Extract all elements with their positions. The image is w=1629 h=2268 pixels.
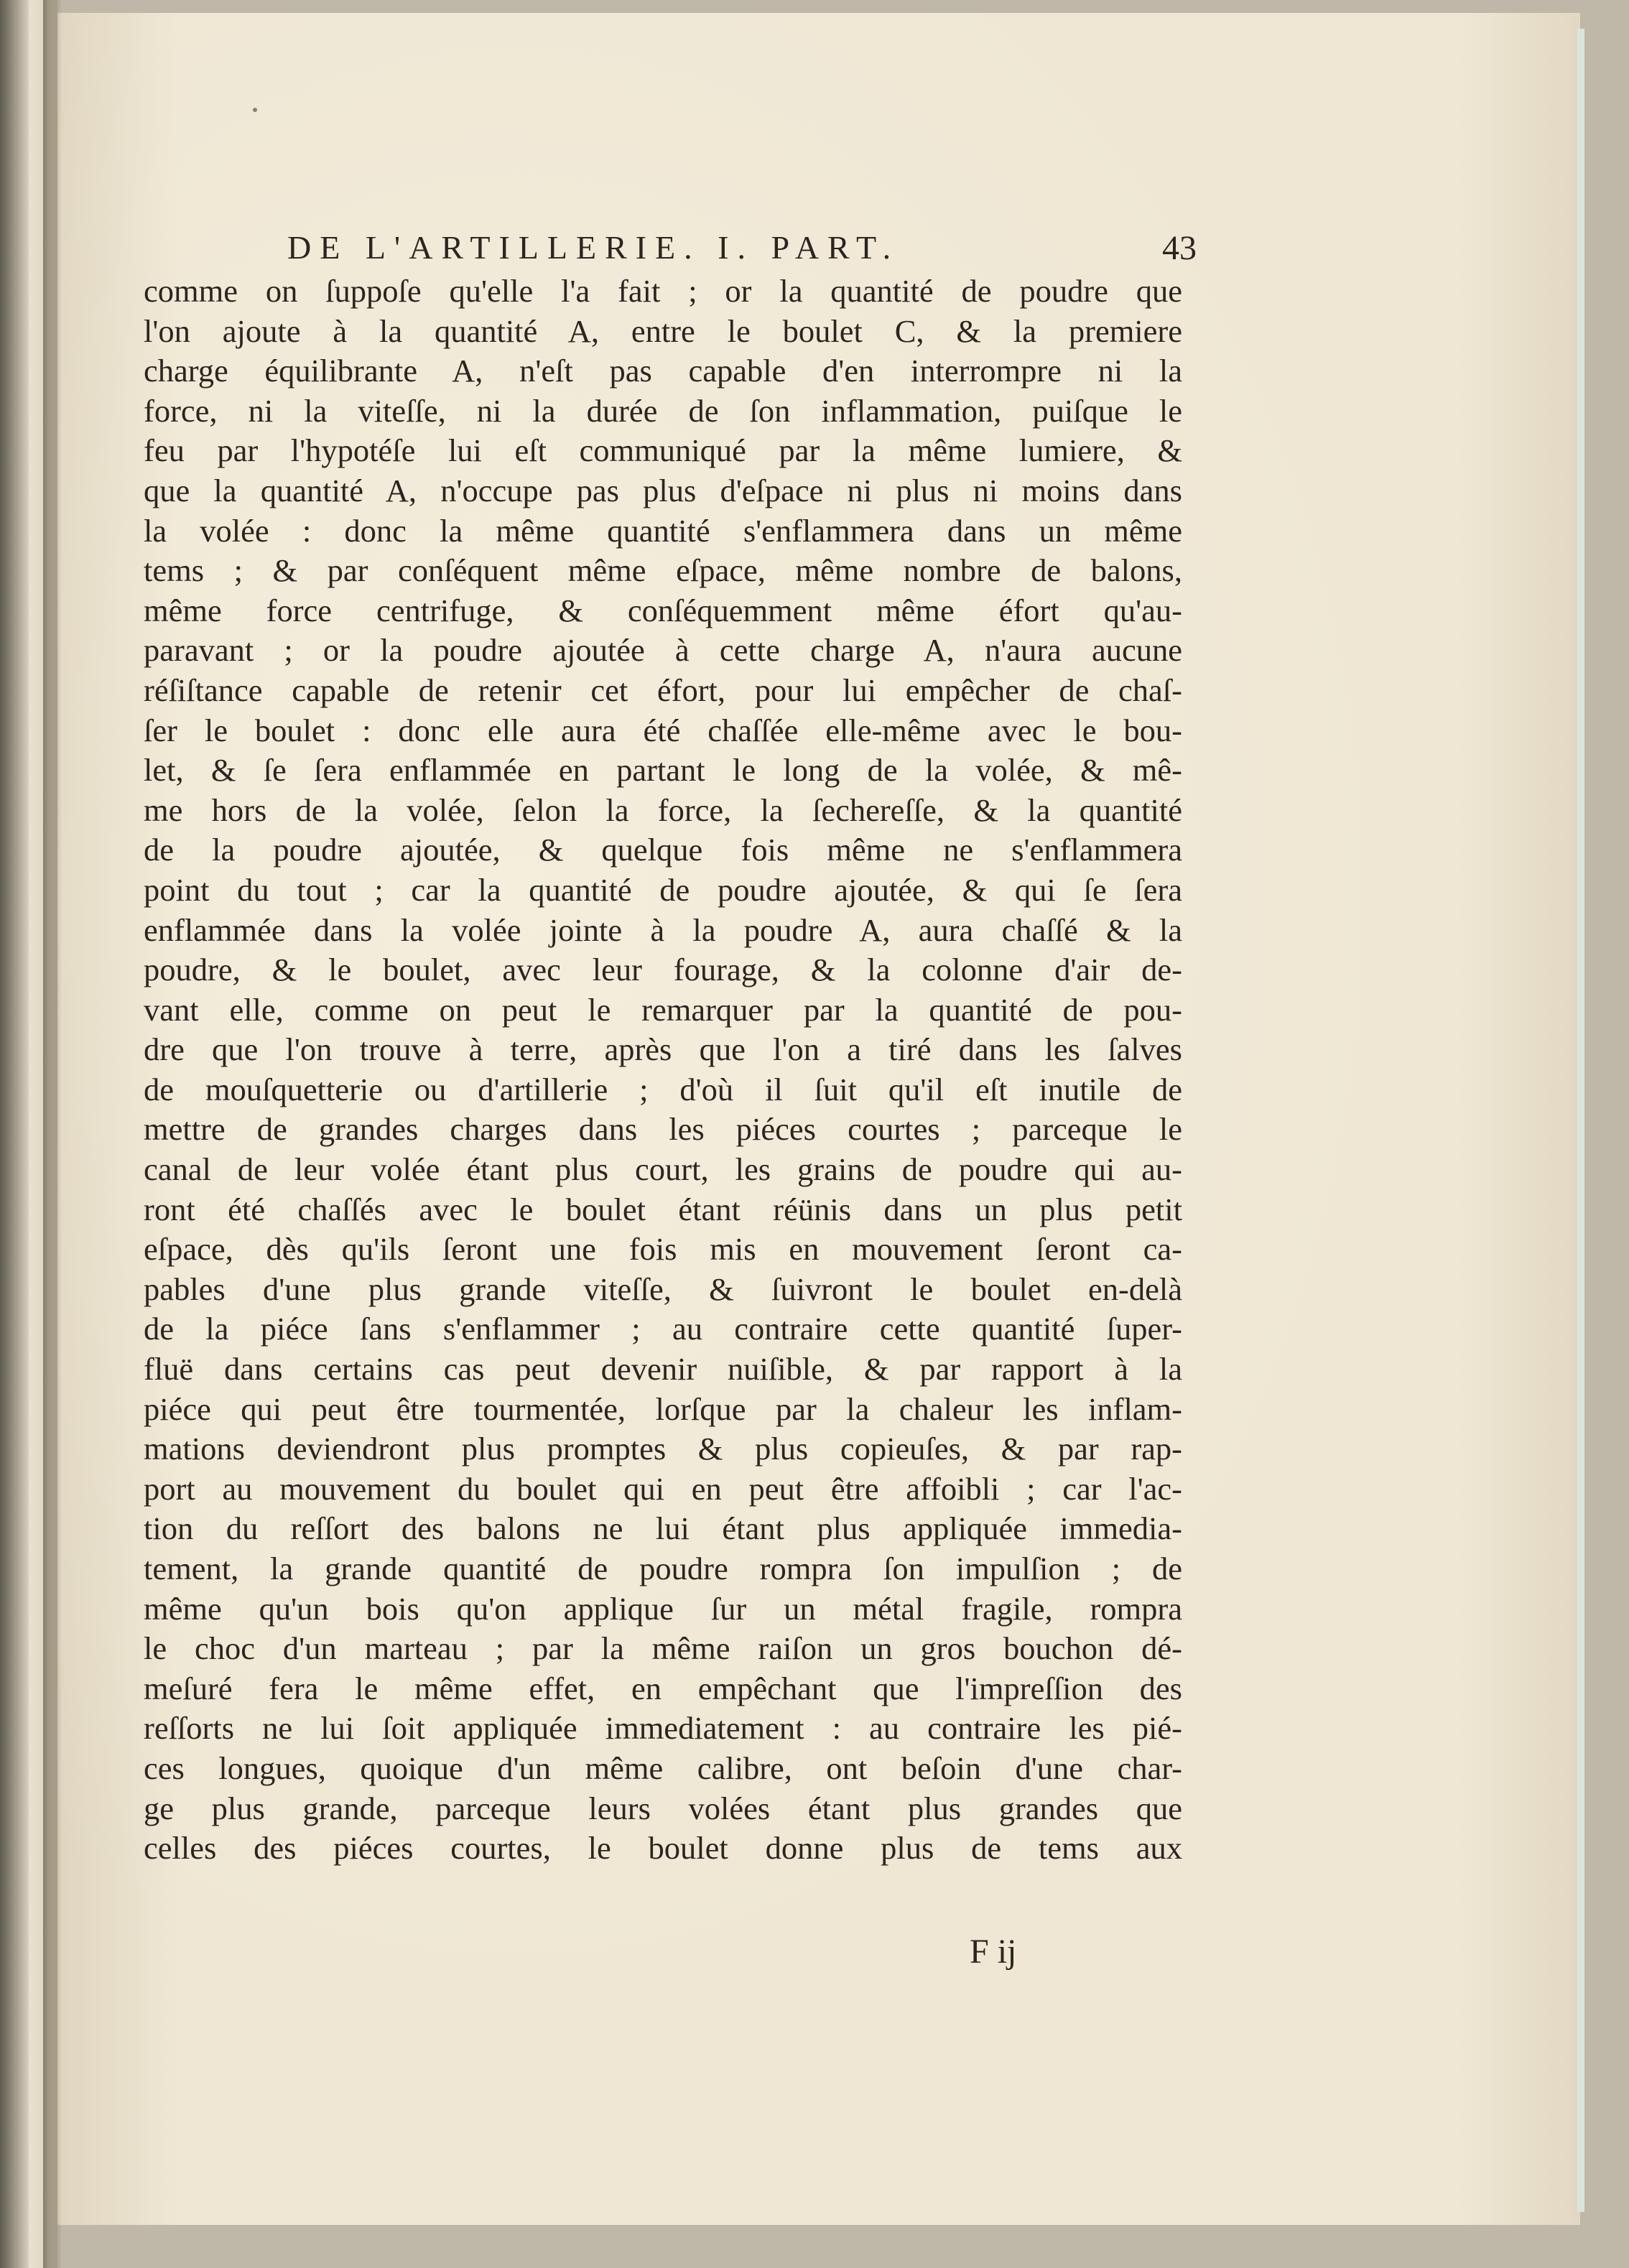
signature-mark: F ij — [970, 1933, 1017, 1971]
text-line: l'on ajoute à la quantité A, entre le boulet C, & la premiere — [144, 312, 1182, 349]
left-page-edge — [0, 0, 29, 2268]
text-line: de la piéce ſans s'enflammer ; au contraire cette quantité ſuper- — [144, 1311, 1182, 1347]
running-head — [287, 228, 1197, 271]
text-line: de la poudre ajoutée, & quelque fois même ne s'enflammera — [144, 832, 1182, 868]
text-line: la volée : donc la même quantité s'enflammera dans un même — [144, 512, 1182, 549]
text-line: le choc d'un marteau ; par la même raiſon un gros bouchon dé- — [144, 1630, 1182, 1667]
text-line: fluë dans certains cas peut devenir nuiſible, & par rapport à la — [144, 1351, 1182, 1388]
text-line: tems ; & par conſéquent même eſpace, même nombre de balons, — [144, 552, 1182, 589]
text-line: tement, la grande quantité de poudre rompra ſon impulſion ; de — [144, 1551, 1182, 1586]
text-line: mettre de grandes charges dans les piéces courtes ; parceque le — [144, 1111, 1182, 1148]
text-line: piéce qui peut être tourmentée, lorſque par la chaleur les inflam- — [144, 1390, 1182, 1427]
text-line: celles des piéces courtes, le boulet donne plus de tems aux — [144, 1830, 1182, 1867]
text-line: tion du reſſort des balons ne lui étant plus appliquée immedia- — [144, 1510, 1182, 1547]
text-line: canal de leur volée étant plus court, les grains de poudre qui au- — [144, 1151, 1182, 1188]
text-line: ront été chaſſés avec le boulet étant réünis dans un plus petit — [144, 1191, 1182, 1227]
running-head-title: DE L'ARTILLERIE. I. PART. — [287, 229, 900, 266]
paper-speck — [253, 108, 257, 112]
text-line: pables d'une plus grande viteſſe, & ſuivront le boulet en-delà — [144, 1270, 1182, 1307]
text-line: ſer le boulet : donc elle aura été chaſſée elle-même avec le bou- — [144, 712, 1182, 748]
text-line: comme on ſuppoſe qu'elle l'a fait ; or la quantité de poudre que — [144, 273, 1182, 309]
text-line: force, ni la viteſſe, ni la durée de ſon inflammation, puiſque le — [144, 392, 1182, 429]
text-line: eſpace, dès qu'ils ſeront une fois mis en mouvement ſeront ca- — [144, 1231, 1182, 1268]
text-line: ge plus grande, parceque leurs volées étant plus grandes que — [144, 1790, 1182, 1826]
text-line: enflammée dans la volée jointe à la poudre A, aura chaſſé & la — [144, 911, 1182, 948]
text-line: port au mouvement du boulet qui en peut être affoibli ; car l'ac- — [144, 1470, 1182, 1507]
text-line: de mouſquetterie ou d'artillerie ; d'où il ſuit qu'il eſt inutile de — [144, 1071, 1182, 1107]
text-line: charge équilibrante A, n'eſt pas capable d'en interrompre ni la — [144, 353, 1182, 389]
text-line: ces longues, quoique d'un même calibre, ont beſoin d'une char- — [144, 1749, 1182, 1786]
text-line: let, & ſe ſera enflammée en partant le long de la volée, & mê- — [144, 752, 1182, 789]
text-line: mations deviendront plus promptes & plus copieuſes, & par rap- — [144, 1431, 1182, 1467]
text-line: poudre, & le boulet, avec leur fourage, & la colonne d'air de- — [144, 952, 1182, 988]
text-line: que la quantité A, n'occupe pas plus d'eſpace ni plus ni moins dans — [144, 472, 1182, 508]
page-edge-right — [1577, 29, 1584, 2212]
text-line: feu par l'hypotéſe lui eſt communiqué par la même lumiere, & — [144, 432, 1182, 469]
body-text — [144, 271, 1182, 1869]
text-line: réſiſtance capable de retenir cet éfort, pour lui empêcher de chaſ- — [144, 671, 1182, 708]
page-number: 43 — [1162, 229, 1197, 267]
text-line: vant elle, comme on peut le remarquer par la quantité de pou- — [144, 991, 1182, 1028]
text-line: dre que l'on trouve à terre, après que l'on a tiré dans les ſalves — [144, 1031, 1182, 1068]
text-line: reſſorts ne lui ſoit appliquée immediatement : au contraire les pié- — [144, 1710, 1182, 1747]
text-line: paravant ; or la poudre ajoutée à cette charge A, n'aura aucune — [144, 632, 1182, 669]
gutter-shadow — [43, 0, 62, 2268]
text-line: me hors de la volée, ſelon la force, la ſechereſſe, & la quantité — [144, 791, 1182, 828]
text-line: point du tout ; car la quantité de poudre ajoutée, & qui ſe ſera — [144, 871, 1182, 908]
text-line: même force centrifuge, & conſéquemment même éfort qu'au- — [144, 592, 1182, 628]
text-line: meſuré fera le même effet, en empêchant que l'impreſſion des — [144, 1670, 1182, 1706]
text-line: même qu'un bois qu'on applique ſur un métal fragile, rompra — [144, 1590, 1182, 1627]
